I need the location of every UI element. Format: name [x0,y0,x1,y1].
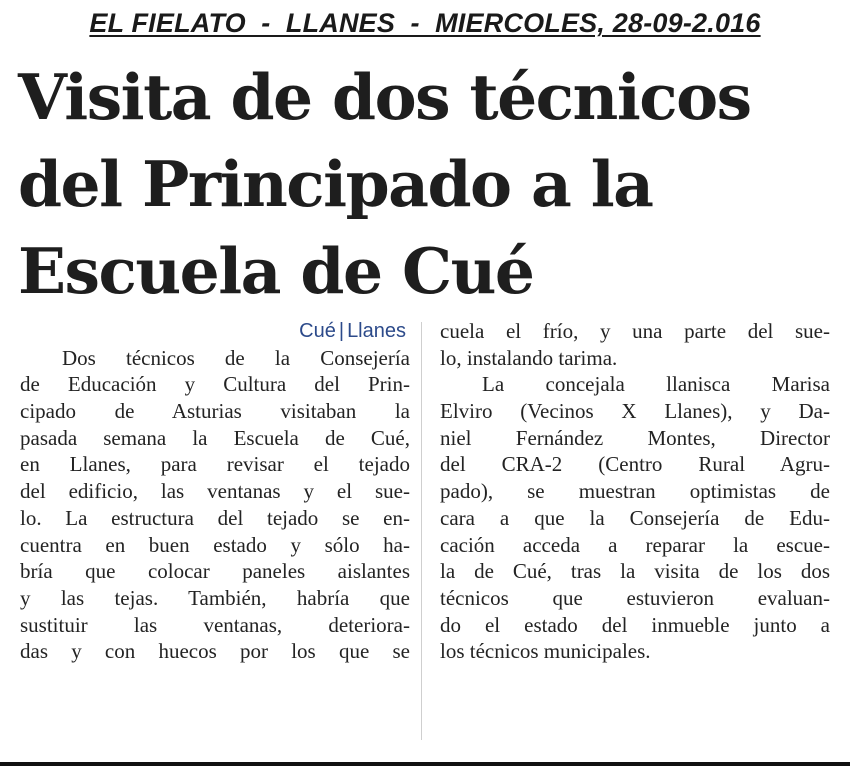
location-place: Cué [299,320,336,342]
text-line: de Educación y Cultura del Prin- [20,372,410,397]
text-line: técnicos que estuvieron evaluan- [440,585,830,610]
text-line: pado), se muestran optimistas de [440,479,830,504]
headline-line-1: Visita de dos técnicos [18,60,751,134]
text-line: la de Cué, tras la visita de los dos [440,559,830,584]
text-line: pasada semana la Escuela de Cué, [20,425,410,450]
location-dateline [20,318,410,345]
text-line: Elviro (Vecinos X Llanes), y Da- [440,399,830,424]
headline-line-3: Escuela de Cué [18,234,534,308]
location-region: Llanes [347,320,406,342]
masthead [0,6,850,40]
text-line: lo, instalando tarima. [440,345,618,370]
article-column-left [20,318,410,665]
text-line: cara a que la Consejería de Edu- [440,505,830,530]
text-line: bría que colocar paneles aislantes [20,559,410,584]
article-column-right [440,318,830,665]
location-separator: | [338,320,345,342]
text-line: niel Fernández Montes, Director [440,425,830,450]
text-line: sustituir las ventanas, deteriora- [20,612,410,637]
text-line: del edificio, las ventanas y el sue- [20,479,410,504]
text-line: La concejala llanisca Marisa [482,372,830,397]
text-line: do el estado del inmueble junto a [440,612,830,637]
text-line: los técnicos municipales. [440,639,651,664]
text-line: lo. La estructura del tejado se en- [20,505,410,530]
headline [18,54,838,315]
headline-line-2: del Principado a la [18,147,653,221]
text-line: del CRA-2 (Centro Rural Agru- [440,452,830,477]
text-line: cipado de Asturias visitaban la [20,399,410,424]
text-line: cuela el frío, y una parte del sue- [440,319,830,343]
text-line: das y con huecos por los que se [20,639,410,664]
text-line: y las tejas. También, habría que [20,585,410,610]
text-line: en Llanes, para revisar el tejado [20,452,410,477]
masthead-text: EL FIELATO - LLANES - MIERCOLES, 28-09-2.016 [89,8,761,38]
text-line: cación acceda a reparar la escue- [440,532,830,557]
text-line: Dos técnicos de la Consejería [62,345,410,370]
column-divider [421,322,422,740]
text-line: cuentra en buen estado y sólo ha- [20,532,410,557]
bottom-rule [0,762,850,766]
